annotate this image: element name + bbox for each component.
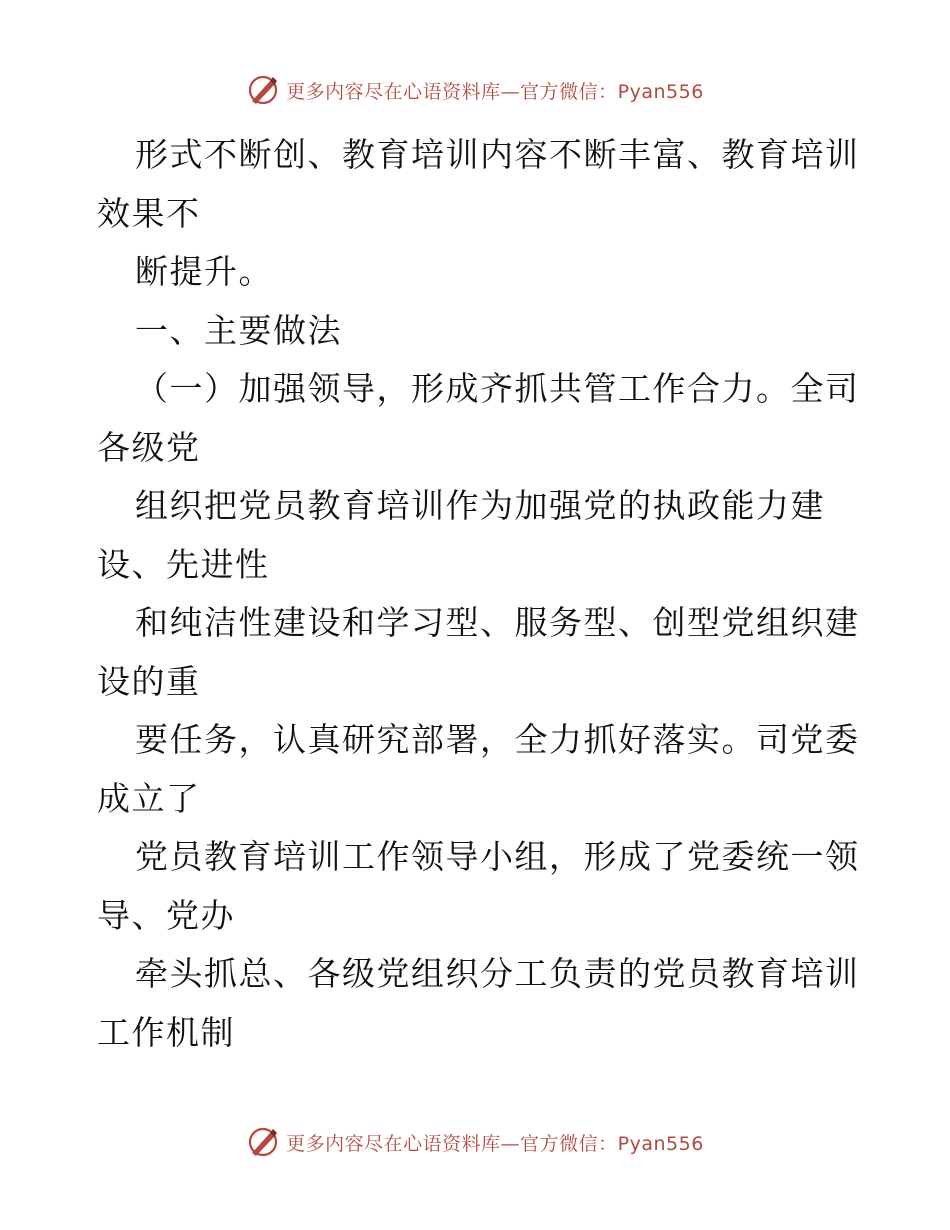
text-line: 效果不 [97,193,201,233]
text-line: 断提升。 [135,252,273,291]
section-heading: 一、主要做法 [135,310,342,350]
text-line: （一）加强领导，形成齐抓共管工作合力。全司 [135,369,860,408]
text-line: 党员教育培训工作领导小组，形成了党委统一领 [135,837,860,876]
text-line: 成立了 [97,778,201,818]
text-line: 和纯洁性建设和学习型、服务型、创型党组织建 [135,603,860,642]
text-line: 各级党 [97,427,201,467]
text-line: 设、先进性 [97,544,270,584]
document-body [97,126,860,1062]
footer-watermark [0,1122,950,1162]
header-watermark [0,70,950,110]
text-line: 形式不断创、教育培训内容不断丰富、教育培训 [135,135,860,174]
text-line: 工作机制 [97,1012,235,1052]
watermark-text: 更多内容尽在心语资料库—官方微信：Pyan556 [286,80,704,103]
text-line: 组织把党员教育培训作为加强党的执政能力建 [135,486,825,525]
text-line: 要任务，认真研究部署，全力抓好落实。司党委 [135,720,860,759]
text-line: 牵头抓总、各级党组织分工负责的党员教育培训 [135,954,860,993]
text-line: 导、党办 [97,895,235,935]
pen-logo-icon [246,73,280,107]
text-line: 设的重 [97,661,201,701]
watermark-text: 更多内容尽在心语资料库—官方微信：Pyan556 [286,1132,704,1155]
pen-logo-icon [246,1125,280,1159]
